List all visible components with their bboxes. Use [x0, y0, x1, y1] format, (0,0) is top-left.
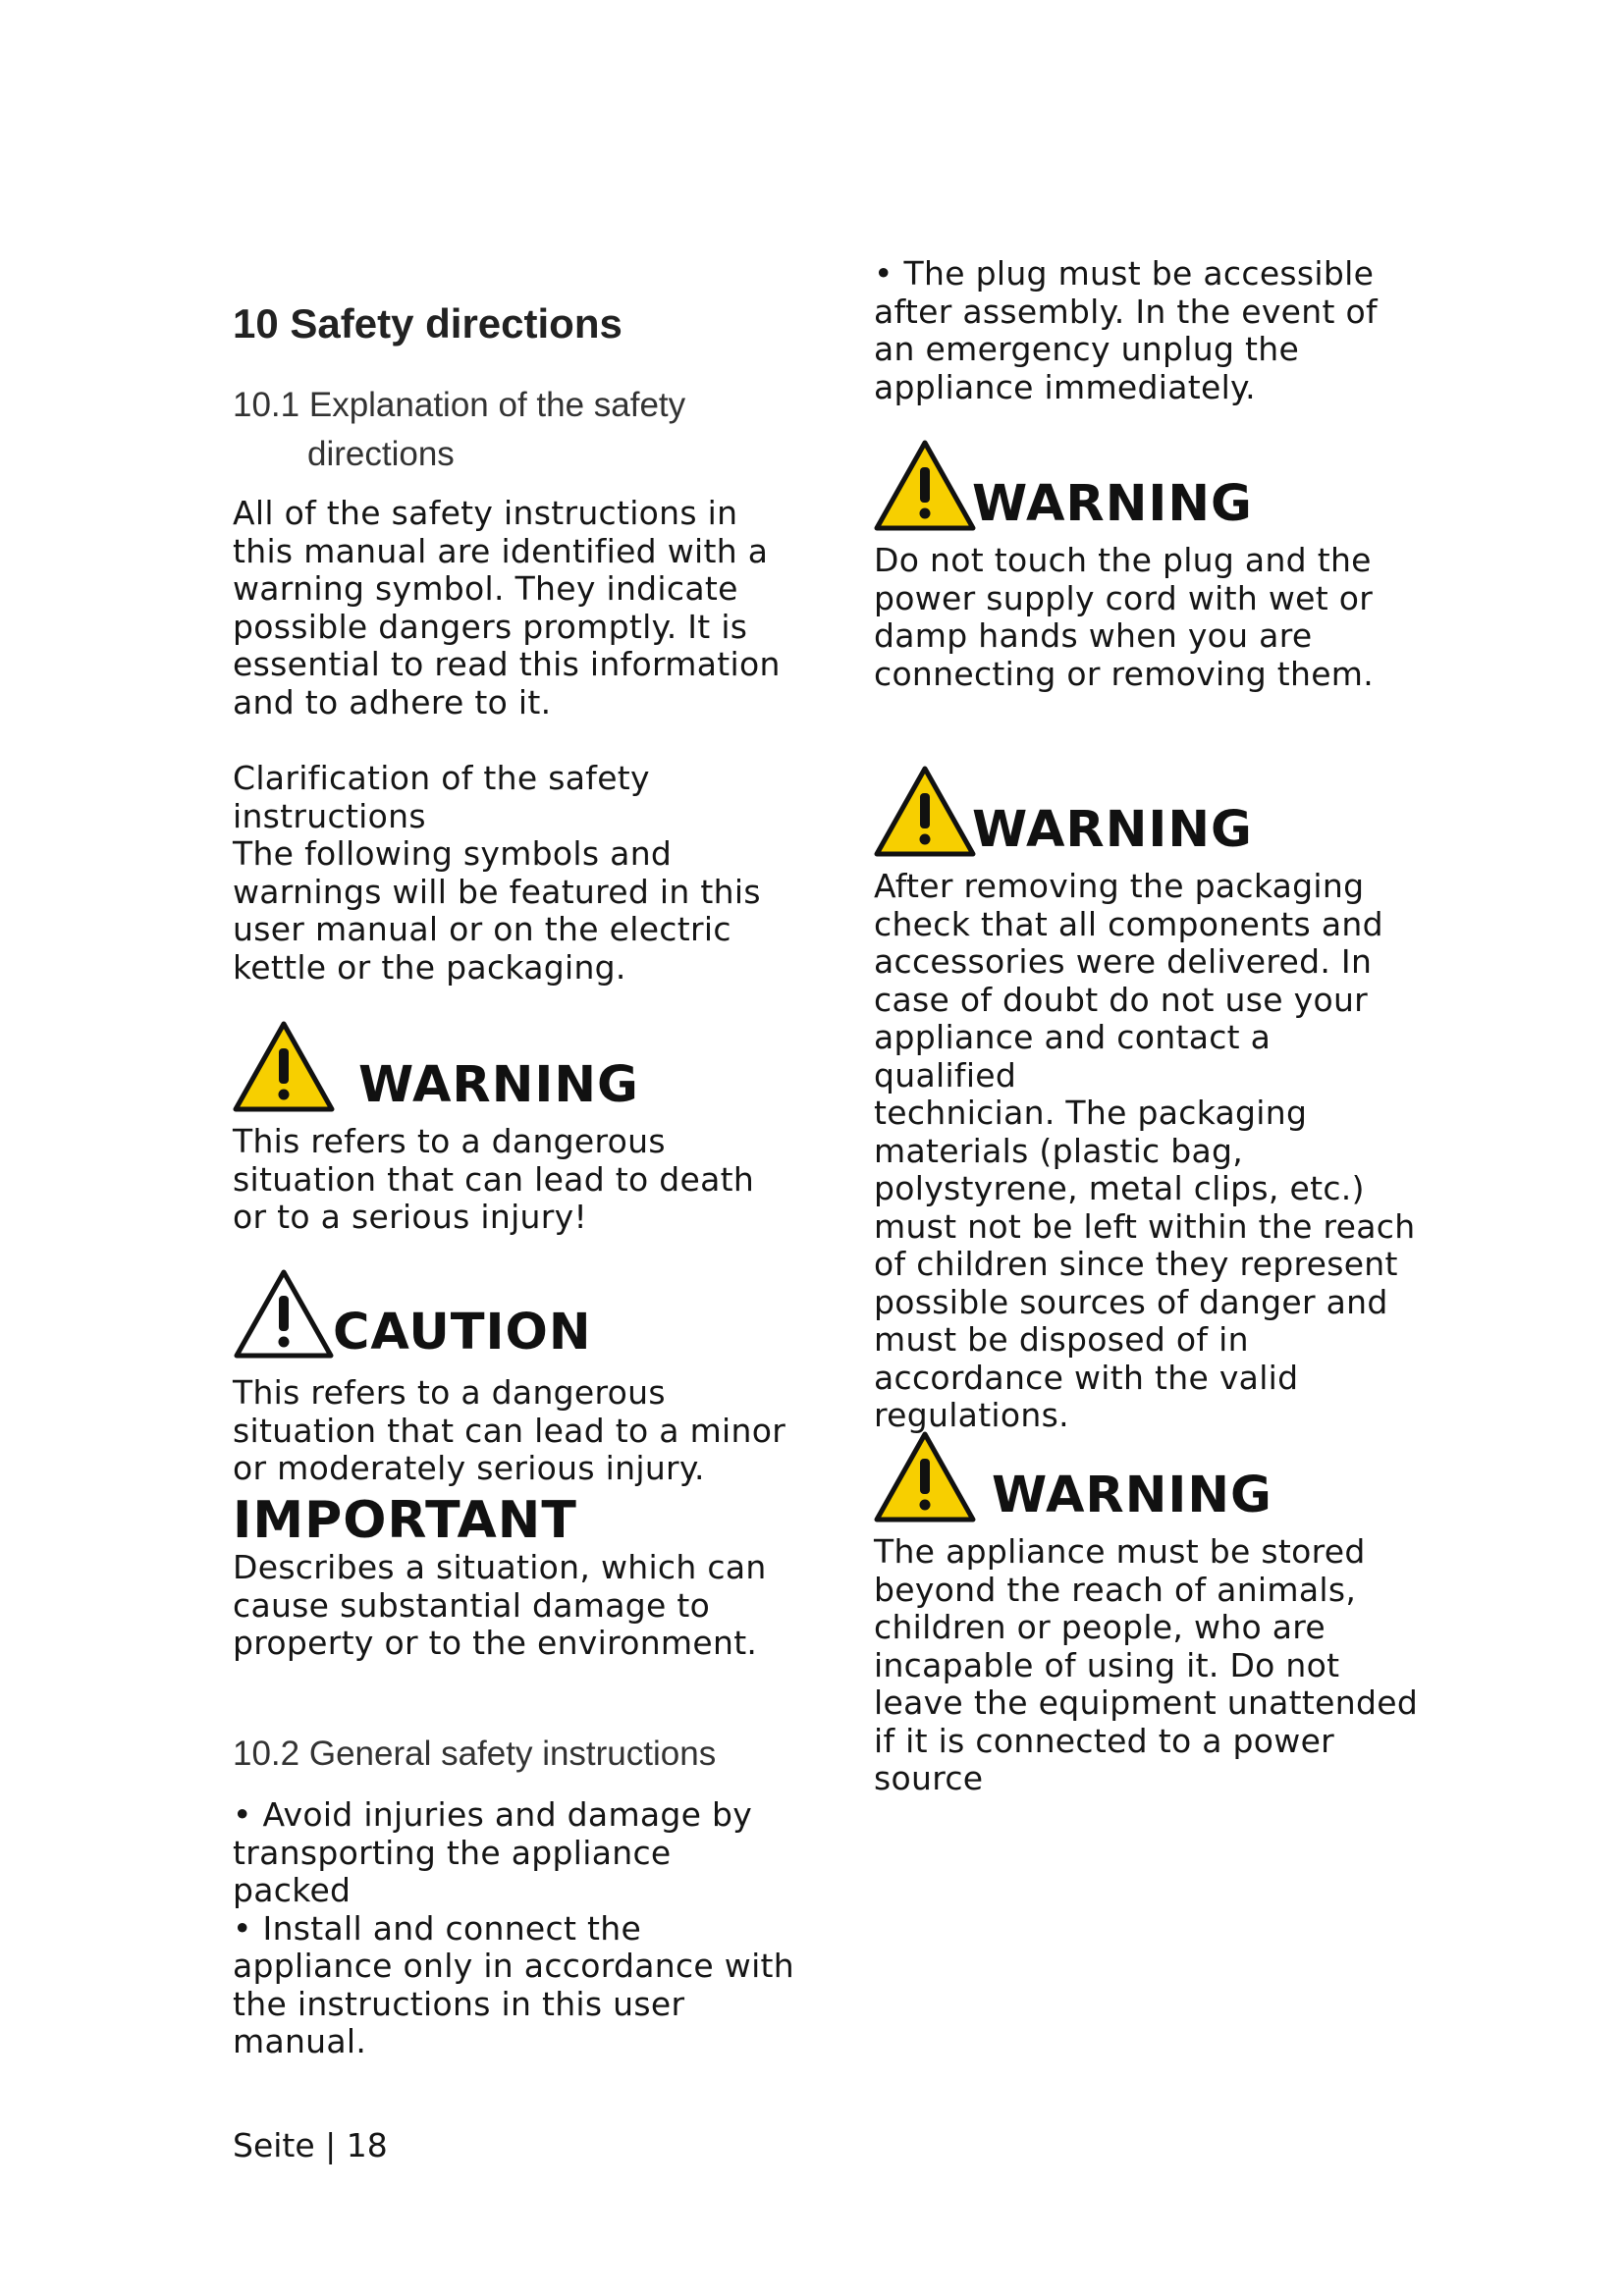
- warning-label-1: WARNING: [972, 475, 1253, 533]
- important-label: IMPORTANT: [233, 1491, 577, 1550]
- section-title: 10 Safety directions: [233, 300, 623, 347]
- warning-signal-1: [874, 440, 1253, 531]
- general-safety-bullets: • Avoid injuries and damage by transporting the appliance packed • Install and connect the appliance only in accordance with the instructions in this user manual.: [233, 1795, 795, 2060]
- warning-signal: [233, 1021, 639, 1112]
- warning-label-2: WARNING: [972, 801, 1253, 859]
- warning-signal-2: [874, 766, 1253, 857]
- subsection-heading-10-1: [233, 381, 685, 479]
- page-footer: Seite | 18: [233, 2126, 388, 2164]
- warning-triangle-icon: [874, 766, 976, 857]
- warning-description: This refers to a dangerous situation that can lead to death or to a serious injury!: [233, 1122, 755, 1236]
- subsection-heading-10-2: 10.2 General safety instructions: [233, 1735, 717, 1773]
- warning-text-3: The appliance must be stored beyond the reach of animals, children or people, who are incapable of using it. Do not leave the equipment unattended if it is connected to a power source: [874, 1532, 1419, 1797]
- warning-triangle-icon: [233, 1021, 335, 1112]
- warning-label-3: WARNING: [992, 1467, 1272, 1524]
- intro-paragraph: All of the safety instructions in this manual are identified with a warning symbol. They indicate possible dangers promptly. It is essential to read this information and to adhere to it.: [233, 494, 781, 721]
- warning-label: WARNING: [358, 1056, 639, 1114]
- warning-signal-3: [874, 1431, 1272, 1522]
- important-description: Describes a situation, which can cause substantial damage to property or to the environment.: [233, 1548, 767, 1662]
- warning-text-2: After removing the packaging check that all components and accessories were delivered. In case of doubt do not use your appliance and contact a qualified technician. The packaging materials (plastic bag, polystyrene, metal clips, etc.) must not be left within the reach of children since they represent possible sources of danger and must be disposed of in accordance with the valid regulations.: [874, 867, 1416, 1434]
- warning-triangle-icon: [874, 440, 976, 531]
- warning-triangle-icon: [874, 1431, 976, 1522]
- subsection-heading-line-1: 10.1 Explanation of the safety: [233, 386, 686, 424]
- caution-signal: [233, 1268, 592, 1360]
- plug-accessible-bullet: • The plug must be accessible after assembly. In the event of an emergency unplug the appliance immediately.: [874, 254, 1378, 406]
- caution-label: CAUTION: [333, 1304, 592, 1362]
- caution-triangle-icon: [233, 1268, 335, 1360]
- subsection-heading-line-2: directions: [307, 435, 455, 473]
- caution-description: This refers to a dangerous situation that can lead to a minor or moderately serious injury.: [233, 1373, 786, 1487]
- clarification-paragraph: Clarification of the safety instructions The following symbols and warnings will be featured in this user manual or on the electric kettle or the packaging.: [233, 759, 761, 987]
- warning-text-1: Do not touch the plug and the power supply cord with wet or damp hands when you are connecting or removing them.: [874, 541, 1375, 693]
